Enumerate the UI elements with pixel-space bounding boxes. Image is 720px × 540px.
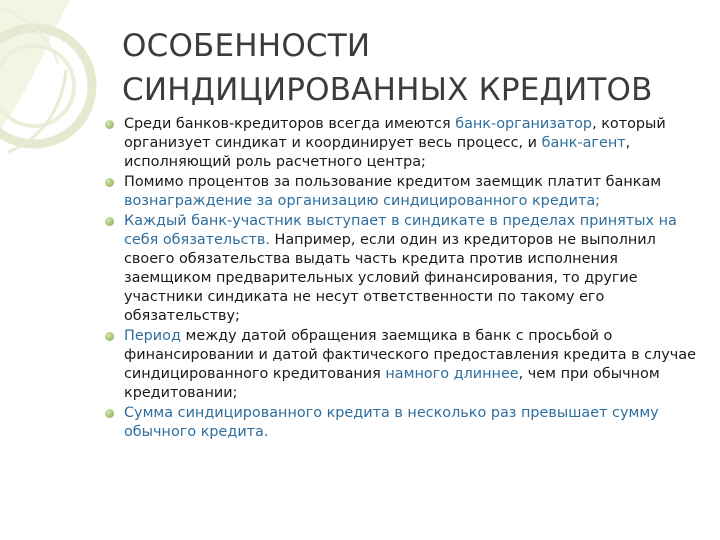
bullet-item-fee — [105, 173, 705, 211]
bullet-highlight: Каждый банк-участник выступает в синдикате в пределах принятых на себя обязательств. — [124, 213, 677, 248]
bullet-item-period — [105, 327, 705, 403]
bullet-item-organizer-agent — [105, 115, 705, 172]
page-title — [122, 24, 702, 112]
bullet-dot-icon — [105, 178, 114, 187]
bullet-text: Помимо процентов за пользование кредитом заемщик платит банкам — [124, 174, 662, 190]
bullet-dot-icon — [105, 409, 114, 418]
bullet-dot-icon — [105, 332, 114, 341]
bullet-dot-icon — [105, 217, 114, 226]
bullet-text: Например, если один из кредиторов не выполнил своего обязательства выдать часть кредита против исполнения заемщиком предварительных условий финансирования, то другие участники синдиката не несут ответственности по такому его обязательству; — [124, 232, 656, 324]
bullet-dot-icon — [105, 120, 114, 129]
bullet-highlight: намного длиннее — [385, 366, 519, 382]
bullet-text: между датой обращения заемщика в банк с просьбой о финансировании и датой фактического предоставления кредита в случае синдицированного кредитования — [124, 328, 696, 382]
bullet-text: , исполняющий роль расчетного центра; — [124, 135, 631, 170]
bullet-highlight: Сумма синдицированного кредита в несколько раз превышает сумму обычного кредита. — [124, 405, 659, 440]
title-line-2: СИНДИЦИРОВАННЫХ КРЕДИТОВ — [122, 72, 653, 108]
bullet-text: Среди банков-кредиторов всегда имеются — [124, 116, 456, 132]
bullet-highlight: банк-агент — [541, 135, 626, 151]
bullet-highlight: банк-организатор — [455, 116, 593, 132]
bullet-item-participant — [105, 212, 705, 326]
bullet-text: , который организует синдикат и координирует весь процесс, и — [124, 116, 666, 151]
title-line-1: ОСОБЕННОСТИ — [122, 28, 371, 64]
bullet-text: , чем при обычном кредитовании; — [124, 366, 660, 401]
bullet-item-amount — [105, 404, 705, 442]
bullet-highlight: Период — [124, 328, 181, 344]
bullet-list — [105, 115, 705, 443]
bullet-highlight: вознаграждение за организацию синдицированного кредита; — [124, 193, 601, 209]
